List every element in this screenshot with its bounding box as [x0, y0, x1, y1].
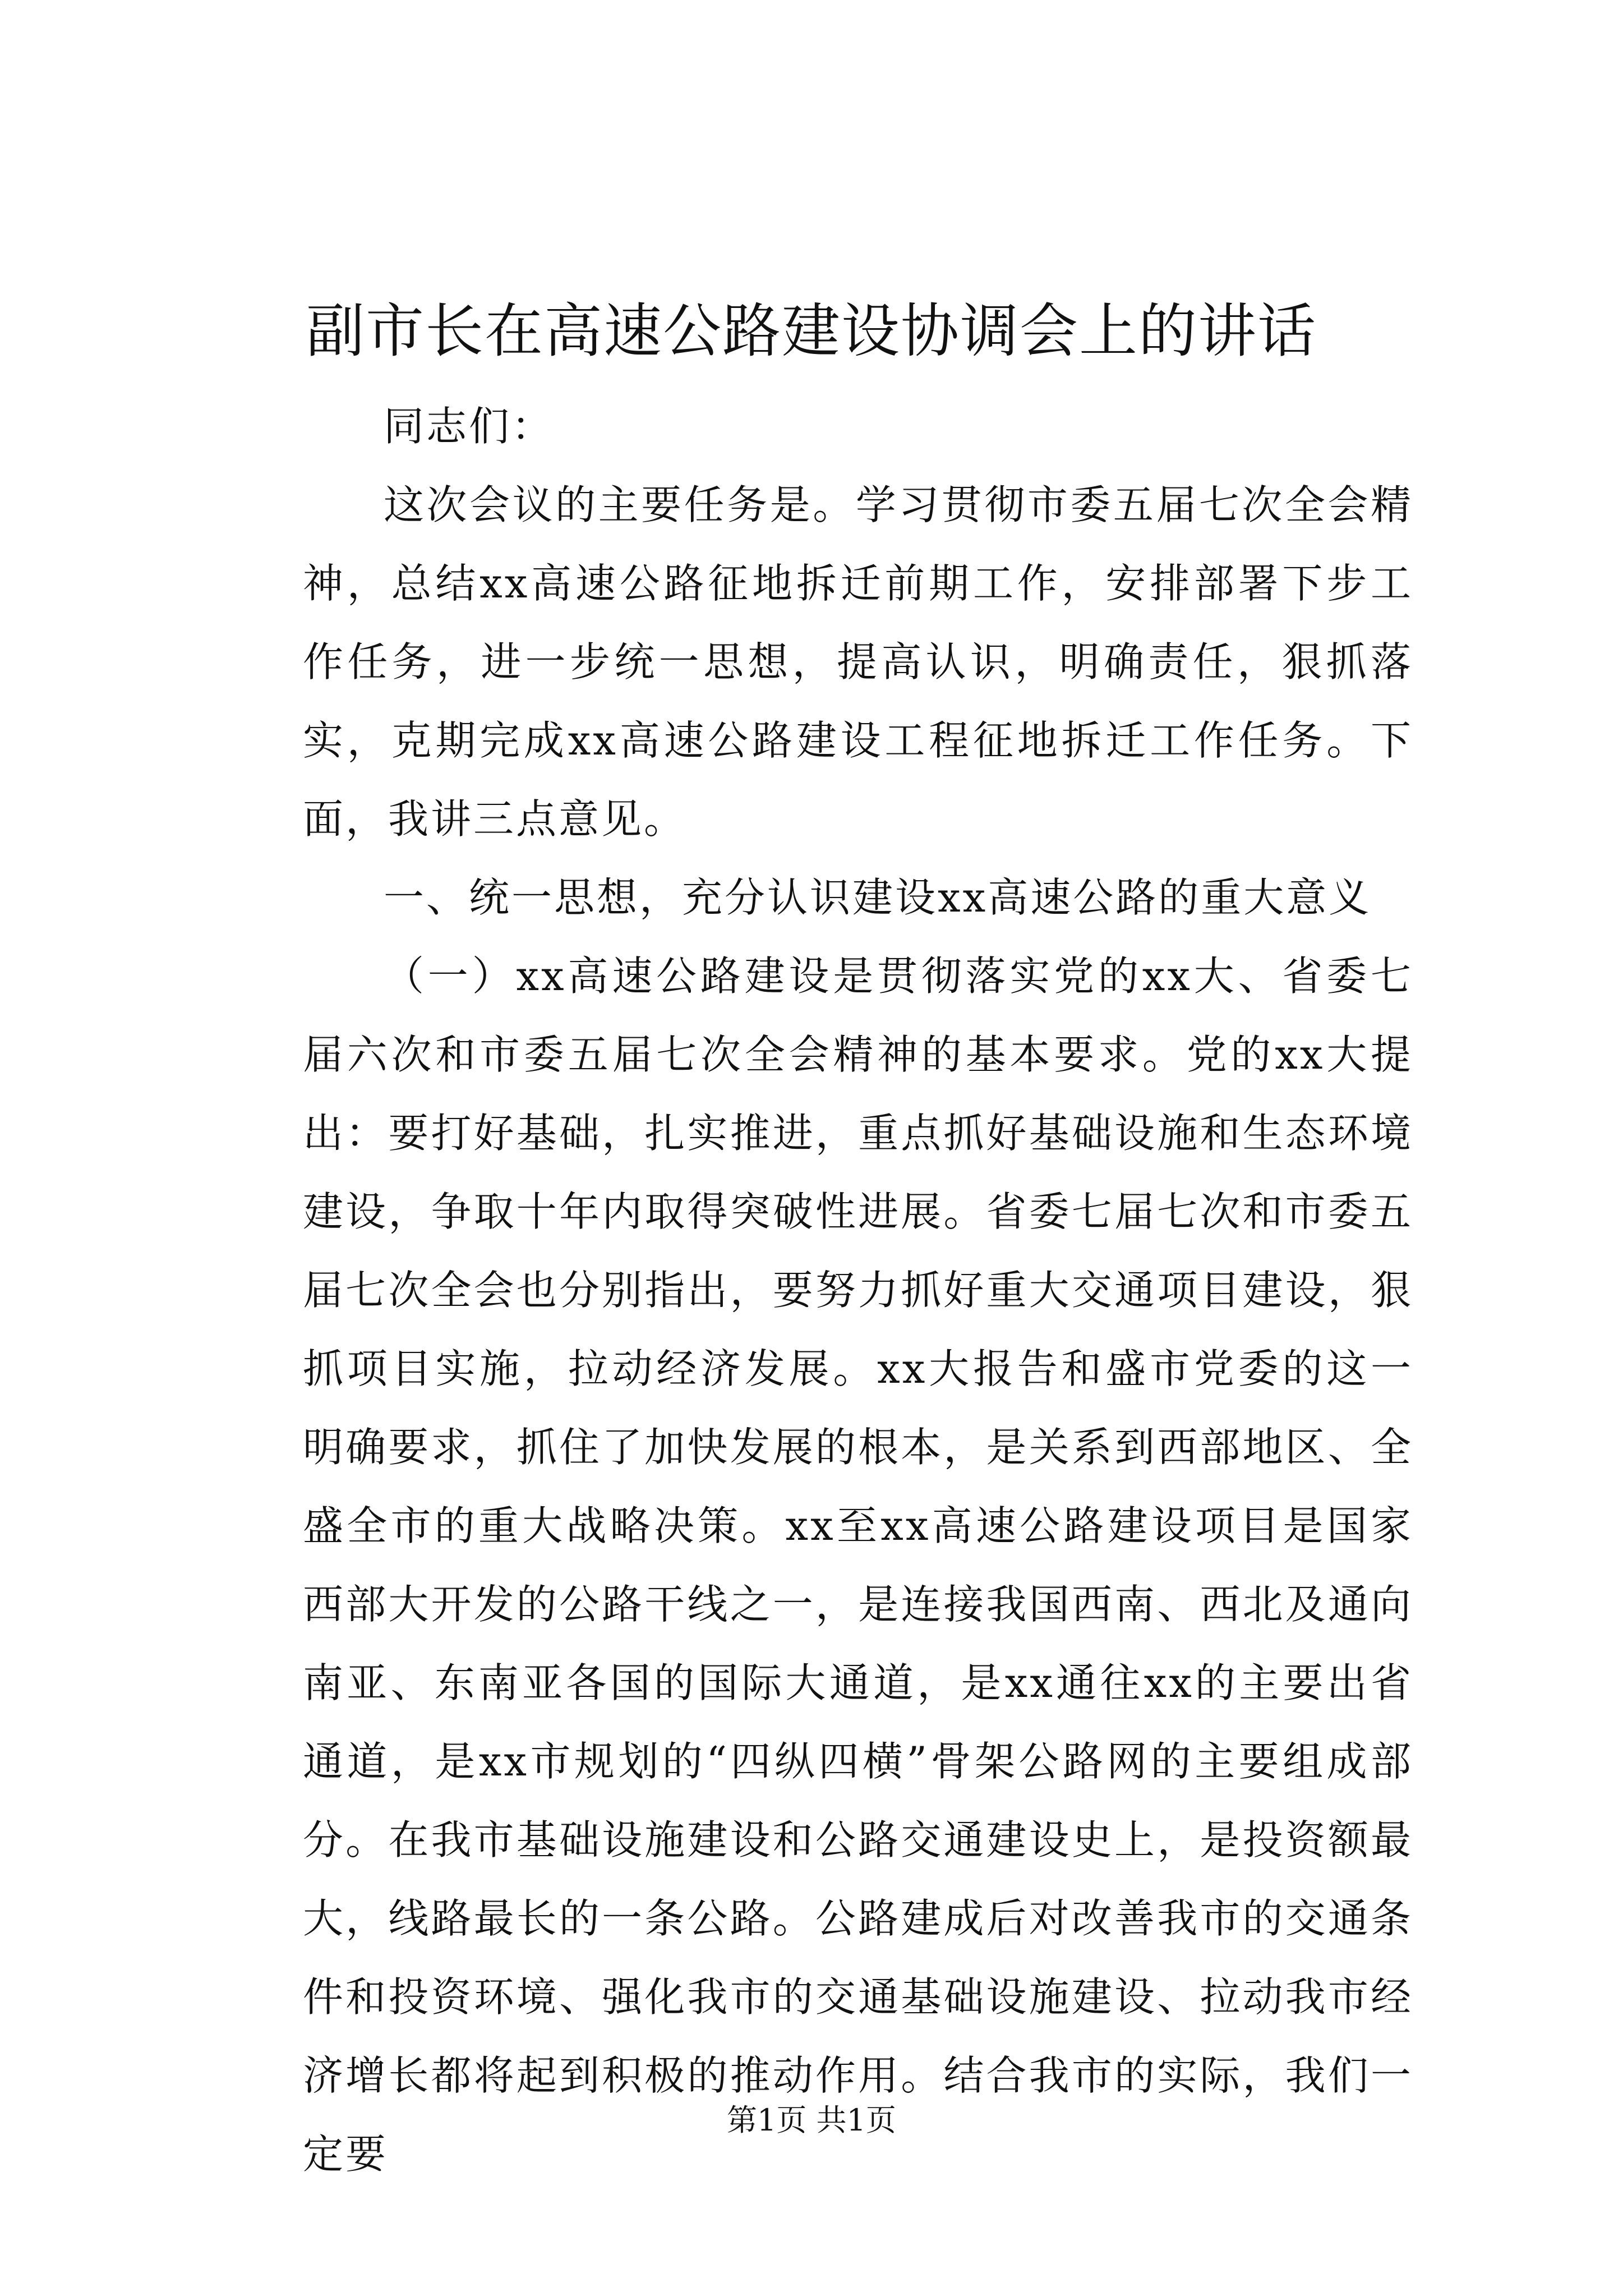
document-body	[303, 387, 1413, 2193]
paragraph-intro: 这次会议的主要任务是。学习贯彻市委五届七次全会精神，总结xx高速公路征地拆迁前期工作，安排部署下步工作任务，进一步统一思想，提高认识，明确责任，狠抓落实，克期完成xx高速公路建设工程征地拆迁工作任务。下面，我讲三点意见。	[303, 481, 1413, 843]
paragraph-section-1-1: （一）xx高速公路建设是贯彻落实党的xx大、省委七届六次和市委五届七次全会精神的基本要求。党的xx大提出：要打好基础，扎实推进，重点抓好基础设施和生态环境建设，争取十年内取得突破性进展。省委七届七次和市委五届七次全会也分别指出，要努力抓好重大交通项目建设，狠抓项目实施，拉动经济发展。xx大报告和盛市党委的这一明确要求，抓住了加快发展的根本，是关系到西部地区、全盛全市的重大战略决策。xx至xx高速公路建设项目是国家西部大开发的公路干线之一，是连接我国西南、西北及通向南亚、东南亚各国的国际大通道，是xx通往xx的主要出省通道，是xx市规划的“四纵四横”骨架公路网的主要组成部分。在我市基础设施建设和公路交通建设史上，是投资额最大，线路最长的一条公路。公路建成后对改善我市的交通条件和投资环境、强化我市的交通基础设施建设、拉动我市经济增长都将起到积极的推动作用。结合我市的实际，我们一定要	[303, 953, 1413, 2178]
section-heading-1: 一、统一思想，充分认识建设xx高速公路的重大意义	[384, 874, 1372, 921]
page-footer: 第1页 共1页	[727, 2102, 896, 2138]
salutation: 同志们：	[384, 403, 555, 450]
document-title: 副市长在高速公路建设协调会上的讲话	[306, 297, 1317, 365]
